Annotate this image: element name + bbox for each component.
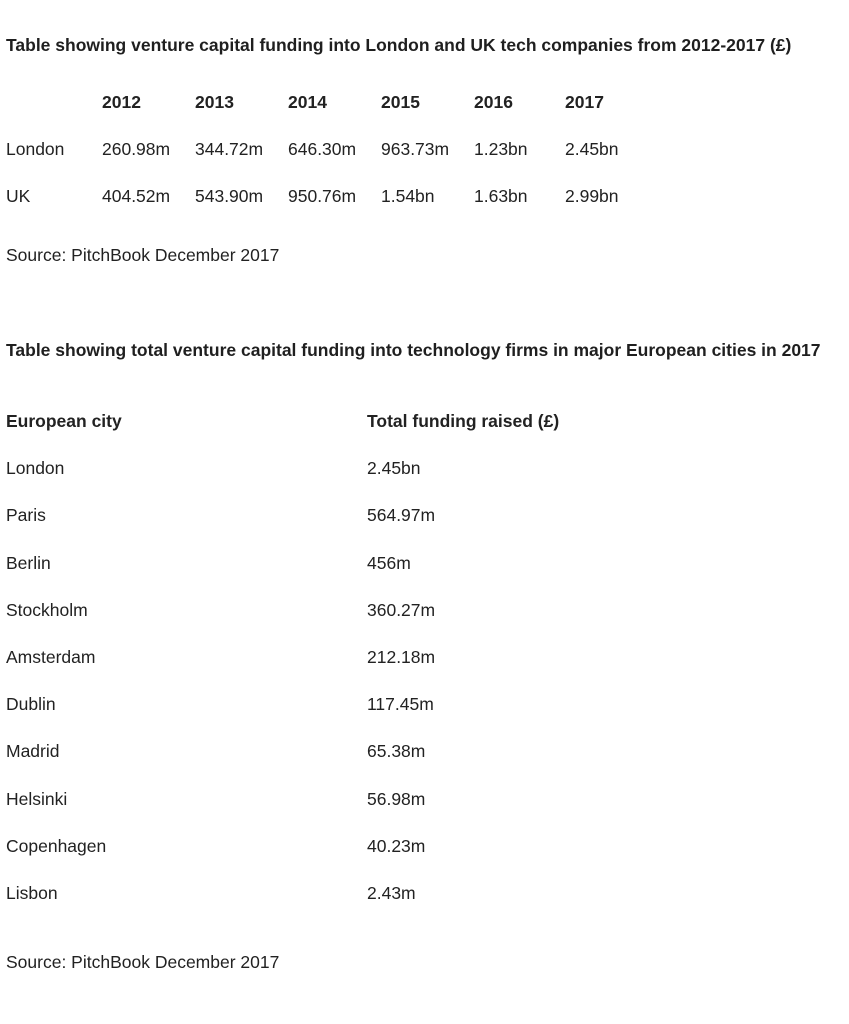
table-cell: 963.73m: [381, 139, 450, 159]
table-cell: 1.63bn: [474, 186, 528, 206]
row-label: UK: [6, 186, 31, 206]
column-header: 2014: [288, 92, 327, 112]
funding-value: 212.18m: [367, 647, 436, 668]
city-name: Madrid: [6, 741, 60, 762]
table-cell: 646.30m: [288, 139, 357, 159]
column-header: 2016: [474, 92, 513, 112]
funding-value: 2.45bn: [367, 458, 421, 479]
city-name: Lisbon: [6, 882, 58, 903]
table-cell: 1.23bn: [474, 139, 528, 159]
funding-value: 564.97m: [367, 505, 436, 526]
table-header-row: [6, 398, 667, 445]
funding-value: 40.23m: [367, 835, 426, 856]
column-header: 2012: [102, 92, 141, 112]
funding-value: 117.45m: [367, 694, 434, 715]
city-name: Paris: [6, 505, 46, 526]
table-cell: 344.72m: [195, 139, 264, 159]
city-name: Copenhagen: [6, 835, 107, 856]
funding-value: 56.98m: [367, 788, 426, 809]
city-name: Helsinki: [6, 788, 68, 809]
table-cell: 543.90m: [195, 186, 264, 206]
column-header: 2017: [565, 92, 604, 112]
city-name: Berlin: [6, 552, 51, 573]
table-row: [6, 492, 667, 539]
table-row: [6, 126, 655, 173]
table-cell: 950.76m: [288, 186, 357, 206]
funding-by-year-table: [6, 79, 655, 220]
table-cell: 1.54bn: [381, 186, 435, 206]
city-name: Dublin: [6, 694, 56, 715]
table-row: [6, 445, 667, 492]
table-row: [6, 634, 667, 681]
column-header: [6, 79, 102, 126]
table-row: [6, 681, 667, 728]
table-cell: 2.45bn: [565, 139, 619, 159]
city-name: Stockholm: [6, 599, 88, 620]
table-title: Table showing total venture capital funding into technology firms in major European cities in 2017: [6, 340, 821, 360]
table-cell: 2.99bn: [565, 186, 619, 206]
city-name: London: [6, 458, 65, 479]
funding-value: 456m: [367, 552, 411, 573]
table-title: Table showing venture capital funding into London and UK tech companies from 2012-2017 (£): [6, 35, 792, 55]
table-cell: 404.52m: [102, 186, 171, 206]
city-name: Amsterdam: [6, 647, 96, 668]
table-row: [6, 776, 667, 823]
funding-value: 65.38m: [367, 741, 426, 762]
table-row: [6, 587, 667, 634]
table-cell: 260.98m: [102, 139, 171, 159]
table-row: [6, 540, 667, 587]
table-header-row: [6, 79, 655, 126]
row-label: London: [6, 139, 65, 159]
funding-value: 2.43m: [367, 882, 416, 903]
source-note: Source: PitchBook December 2017: [6, 245, 280, 265]
column-header: 2013: [195, 92, 234, 112]
european-cities-table: [6, 398, 667, 917]
table-row: [6, 728, 667, 775]
source-note: Source: PitchBook December 2017: [6, 952, 280, 972]
column-header: Total funding raised (£): [367, 411, 560, 432]
table-row: [6, 870, 667, 917]
funding-value: 360.27m: [367, 599, 436, 620]
table-row: [6, 173, 655, 220]
column-header: 2015: [381, 92, 420, 112]
table-row: [6, 823, 667, 870]
column-header: European city: [6, 411, 122, 432]
